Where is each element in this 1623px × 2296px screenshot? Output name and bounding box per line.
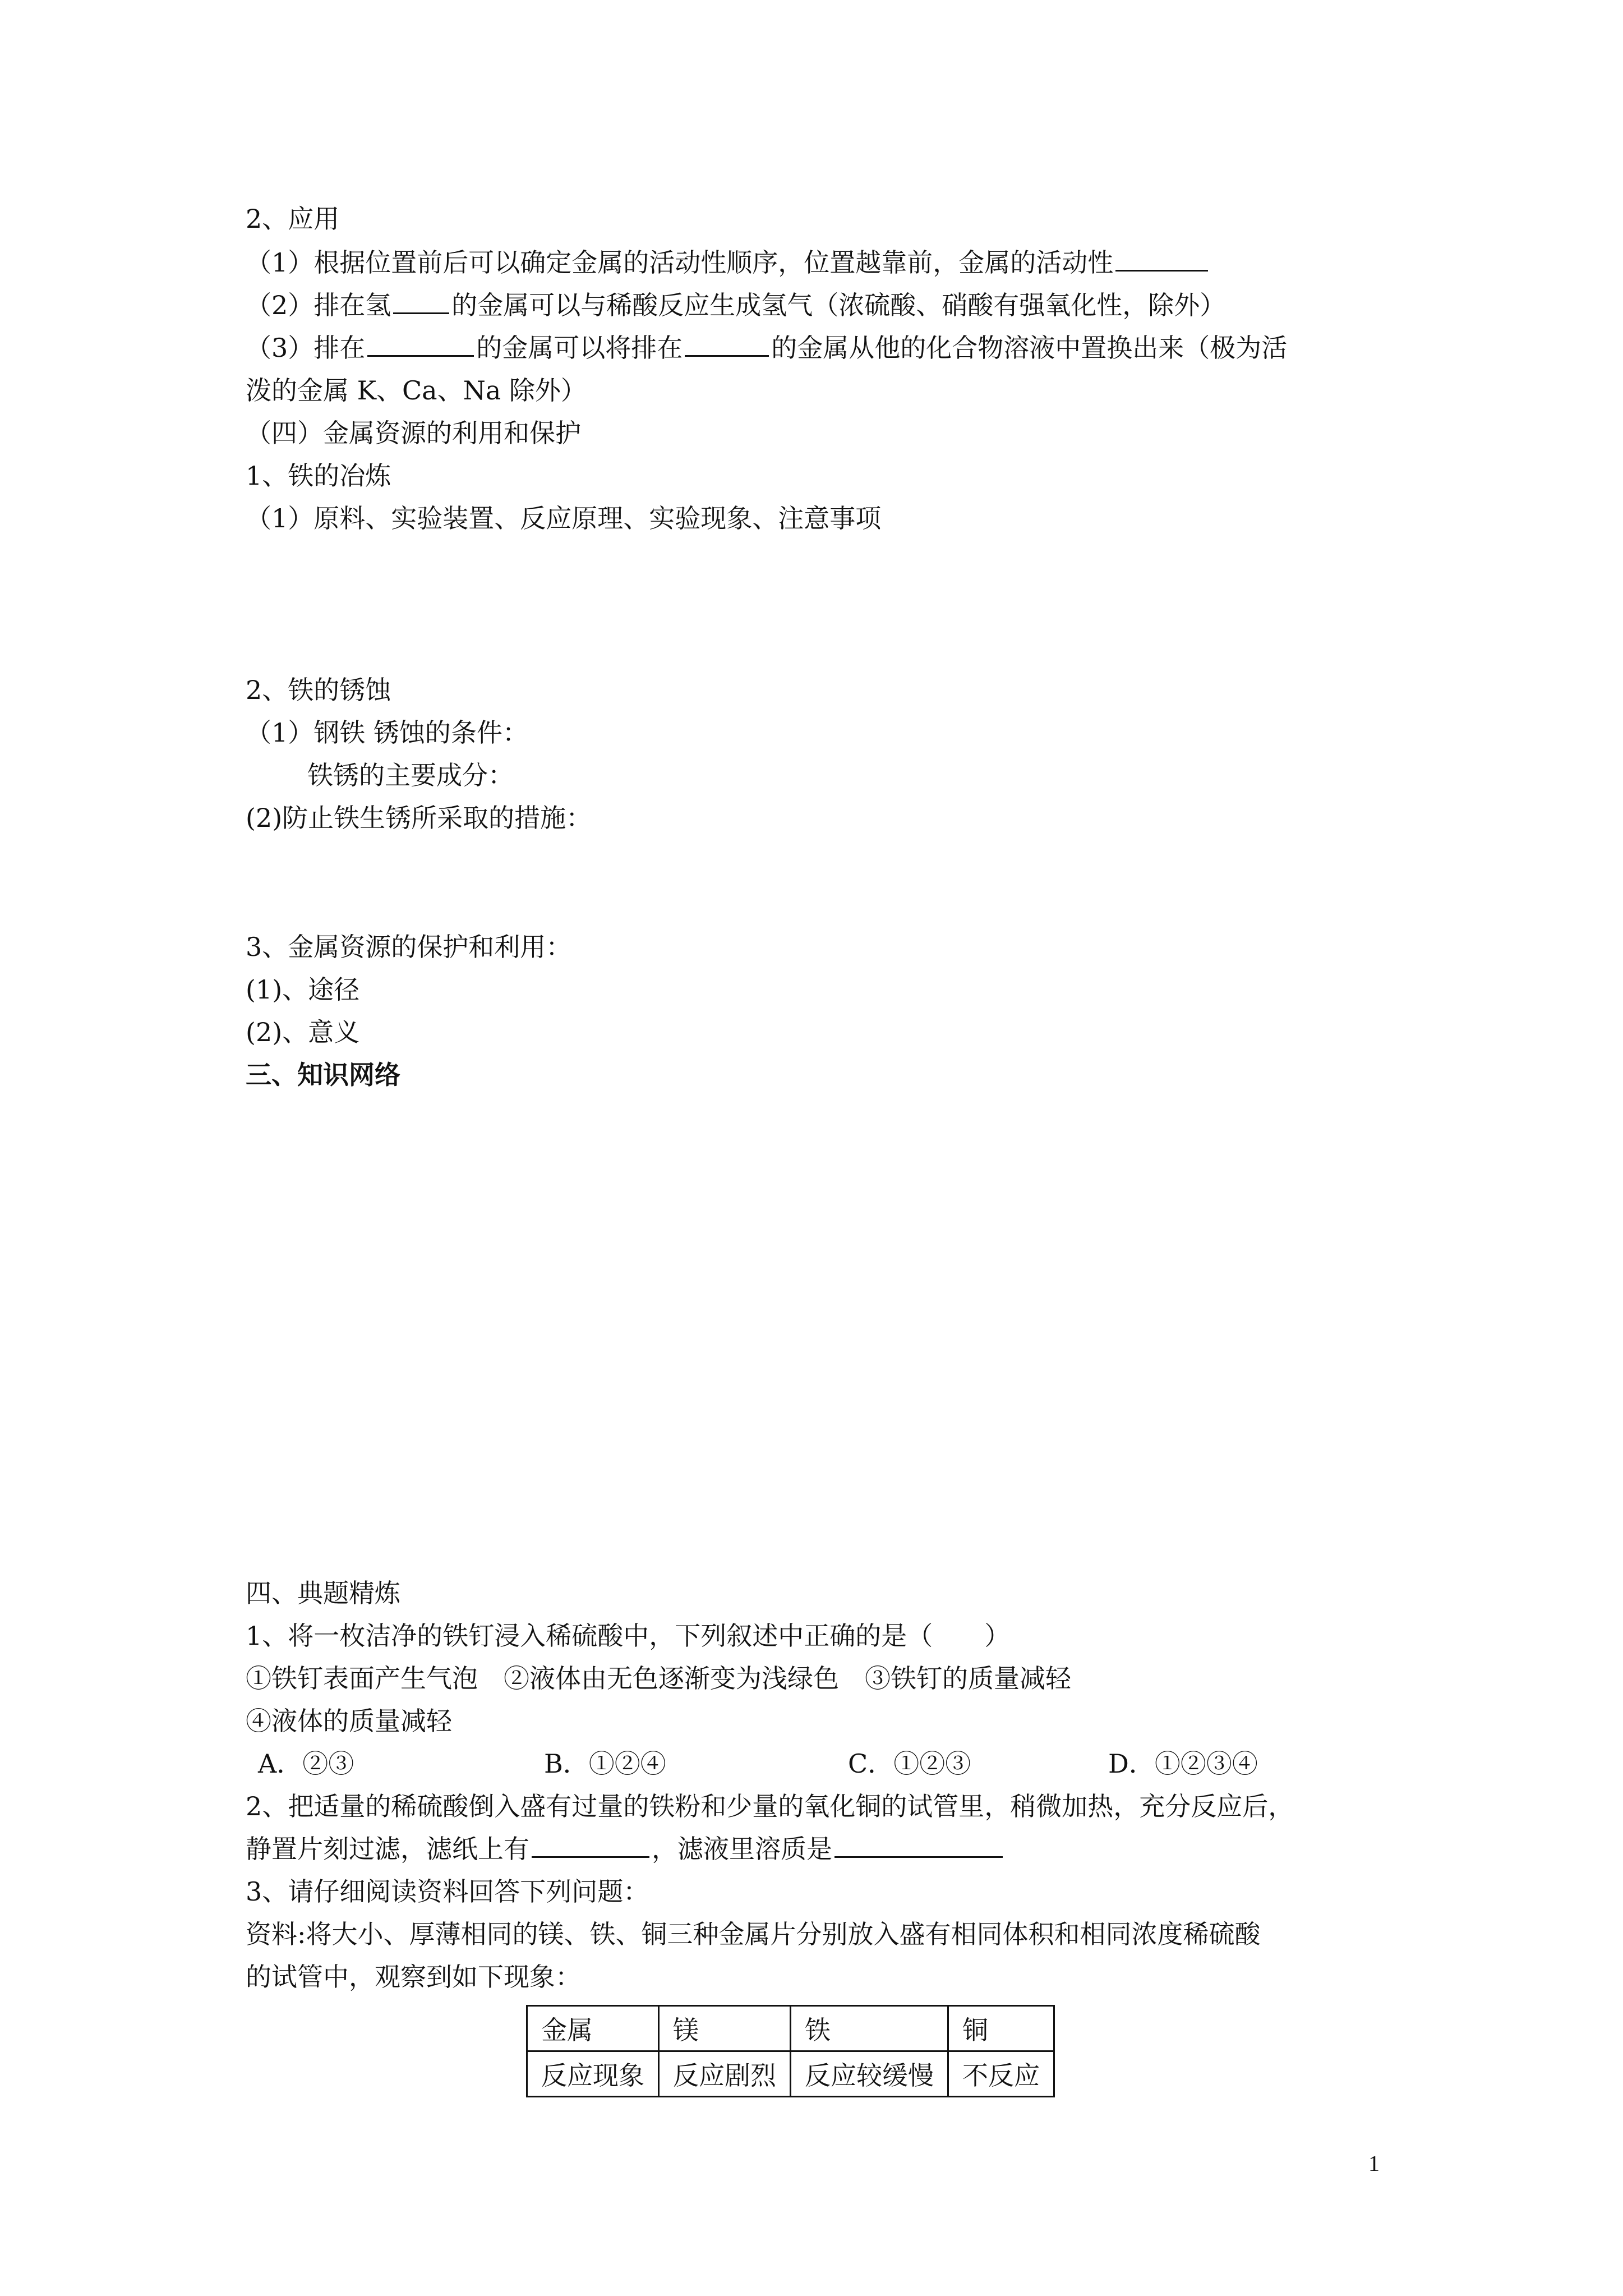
- protect-item-2: (2)、意义: [246, 1017, 360, 1047]
- rust-item-1: （1）钢铁 锈蚀的条件：: [246, 717, 528, 748]
- table-cell: 不反应: [948, 2051, 1054, 2097]
- application-item-2-text-a: （2）排在氢: [246, 290, 391, 320]
- protect-item-1: (1)、途径: [246, 974, 360, 1005]
- question-2-text-c: ，滤液里溶质是: [652, 1834, 832, 1864]
- question-2-line-2: [246, 1832, 1005, 1866]
- knowledge-network-title: 三、知识网络: [246, 1060, 400, 1090]
- application-item-3-text-b: 的金属可以将排在: [476, 333, 683, 363]
- question-2-text-b: 静置片刻过滤，滤纸上有: [246, 1834, 529, 1864]
- question-1-option-d: D．①②③④: [1108, 1749, 1258, 1779]
- application-item-1-text: （1）根据位置前后可以确定金属的活动性顺序，位置越靠前，金属的活动性: [246, 247, 1114, 278]
- iron-smelting-title: 1、铁的冶炼: [246, 461, 391, 491]
- question-3-info-b: 的试管中，观察到如下现象：: [246, 1962, 581, 1992]
- question-3: 3、请仔细阅读资料回答下列问题：: [246, 1876, 649, 1907]
- question-3-info-a: 资料:将大小、厚薄相同的镁、铁、铜三种金属片分别放入盛有相同体积和相同浓度稀硫酸: [246, 1919, 1261, 1949]
- answer-blank: [834, 1834, 1003, 1858]
- question-1-option-c: C．①②③: [848, 1749, 971, 1779]
- table-cell: 金属: [527, 2006, 659, 2051]
- table-cell: 铜: [948, 2006, 1054, 2051]
- table-cell: 反应剧烈: [659, 2051, 791, 2097]
- protect-title: 3、金属资源的保护和利用：: [246, 932, 572, 962]
- application-item-3-text-c: 的金属从他的化合物溶液中置换出来（极为活: [771, 333, 1288, 363]
- application-item-2-text-b: 的金属可以与稀酸反应生成氢气（浓硫酸、硝酸有强氧化性，除外）: [451, 290, 1226, 320]
- application-item-3-cont: 泼的金属 K、Ca、Na 除外）: [246, 375, 587, 406]
- question-2-line-1: 2、把适量的稀硫酸倒入盛有过量的铁粉和少量的氧化铜的试管里，稍微加热，充分反应后，: [246, 1791, 1294, 1821]
- section-title-application: 2、应用: [246, 204, 340, 234]
- application-item-3-text-a: （3）排在: [246, 333, 366, 363]
- answer-blank: [367, 333, 474, 357]
- application-item-3: [246, 331, 1287, 365]
- application-item-2: [246, 288, 1225, 322]
- table-cell: 反应现象: [527, 2051, 659, 2097]
- rust-main-component: 铁锈的主要成分：: [307, 760, 514, 790]
- table-row: [527, 2006, 1054, 2051]
- table-cell: 镁: [659, 2006, 791, 2051]
- observation-table: [526, 2005, 1055, 2097]
- rust-item-2: (2)防止铁生锈所采取的措施：: [246, 803, 592, 833]
- question-1: 1、将一枚洁净的铁钉浸入稀硫酸中，下列叙述中正确的是（ ）: [246, 1621, 1011, 1651]
- rust-title: 2、铁的锈蚀: [246, 675, 391, 705]
- question-1-option-a: A．②③: [258, 1749, 354, 1779]
- section-title-resources: （四）金属资源的利用和保护: [246, 418, 581, 448]
- question-1-statements-b: ④液体的质量减轻: [246, 1706, 452, 1736]
- table-row: [527, 2051, 1054, 2097]
- answer-blank: [393, 290, 449, 314]
- answer-blank: [685, 333, 769, 357]
- answer-blank: [1115, 247, 1208, 272]
- table-cell: 铁: [791, 2006, 948, 2051]
- answer-blank: [532, 1834, 649, 1858]
- iron-smelting-item: （1）原料、实验装置、反应原理、实验现象、注意事项: [246, 503, 882, 533]
- application-item-1: [246, 246, 1210, 279]
- page-number: 1: [1368, 2151, 1380, 2176]
- question-1-statements-a: ①铁钉表面产生气泡 ②液体由无色逐渐变为浅绿色 ③铁钉的质量减轻: [246, 1663, 1071, 1694]
- question-1-option-b: B．①②④: [544, 1749, 666, 1779]
- practice-title: 四、典题精炼: [246, 1578, 400, 1608]
- table-cell: 反应较缓慢: [791, 2051, 948, 2097]
